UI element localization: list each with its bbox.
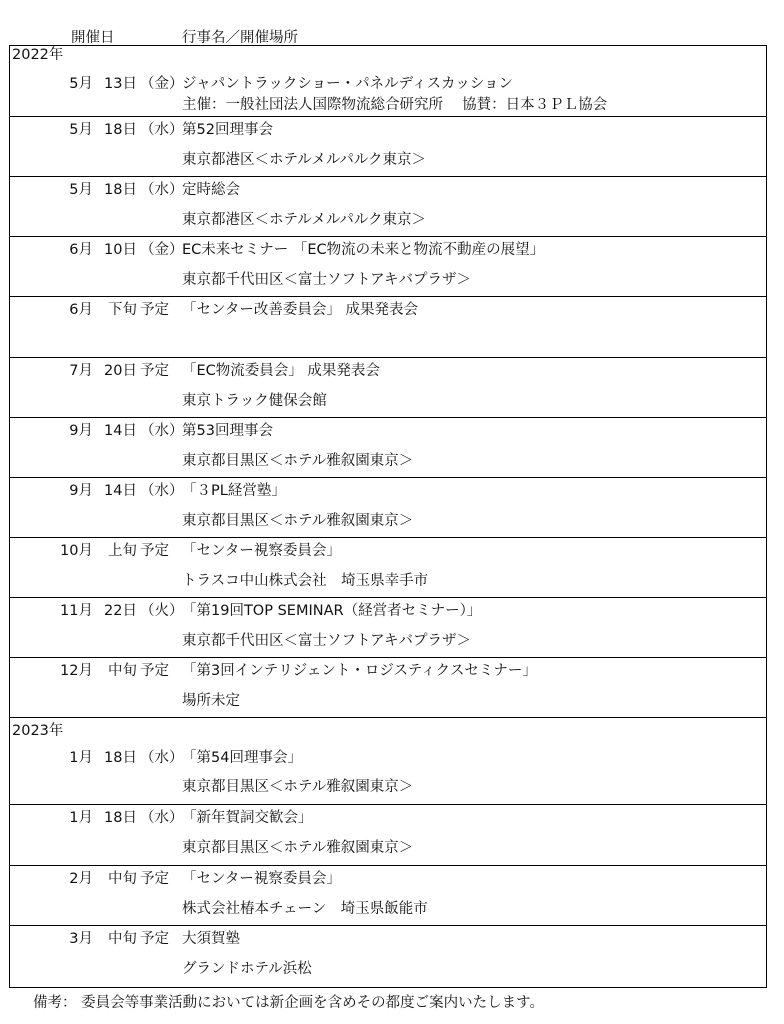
event-weekday: （水） (140, 182, 184, 198)
event-month: 5月 (69, 182, 93, 198)
header-event-column: 行事名／開催場所 (182, 30, 298, 46)
event-day: 14日 (104, 483, 137, 499)
table-row (10, 358, 766, 418)
event-weekday: （金） (140, 76, 184, 92)
event-name: 「第19回TOP SEMINAR（経営者セミナー）」 (182, 603, 482, 619)
year-label-2023: 2023年 (12, 723, 64, 739)
event-weekday: 予定 (140, 543, 169, 559)
event-weekday: （火） (140, 603, 184, 619)
event-venue: 主催：一般社団法人国際物流総合研究所 協賛：日本３ＰＬ協会 (182, 97, 608, 113)
event-name: 「センター改善委員会」 成果発表会 (182, 302, 419, 318)
event-day: 18日 (104, 810, 137, 826)
event-venue: トラスコ中山株式会社 埼玉県幸手市 (182, 573, 429, 589)
event-month: 10月 (60, 543, 93, 559)
event-venue: 東京都千代田区＜富士ソフトアキバプラザ＞ (182, 633, 471, 649)
schedule-table (9, 45, 767, 988)
table-row (10, 805, 766, 866)
event-month: 7月 (69, 363, 93, 379)
event-month: 3月 (69, 931, 93, 947)
event-name: 「第54回理事会」 (182, 750, 302, 766)
event-name: 「センター視察委員会」 (182, 543, 341, 559)
event-venue: 東京都港区＜ホテルメルパルク東京＞ (182, 212, 427, 228)
table-row (10, 177, 766, 237)
event-weekday: （水） (140, 810, 184, 826)
event-weekday: （水） (140, 423, 184, 439)
event-venue: 東京都千代田区＜富士ソフトアキバプラザ＞ (182, 272, 471, 288)
event-venue: グランドホテル浜松 (182, 961, 312, 977)
event-month: 5月 (69, 122, 93, 138)
event-venue: 株式会社椿本チェーン 埼玉県飯能市 (182, 901, 428, 917)
event-day: 13日 (104, 76, 137, 92)
event-weekday: （水） (140, 483, 184, 499)
event-day: 上旬 (108, 543, 137, 559)
table-row (10, 926, 766, 986)
event-weekday: 予定 (140, 931, 169, 947)
event-name: 第52回理事会 (182, 122, 273, 138)
event-month: 1月 (69, 810, 93, 826)
event-weekday: （水） (140, 750, 184, 766)
header-date-column: 開催日 (71, 30, 115, 46)
year-label-2022: 2022年 (12, 47, 64, 63)
event-day: 18日 (104, 182, 137, 198)
event-day: 中旬 (108, 871, 137, 887)
event-day: 18日 (104, 122, 137, 138)
table-row (10, 658, 766, 718)
event-month: 11月 (60, 603, 93, 619)
event-name: 「EC物流委員会」 成果発表会 (182, 363, 380, 379)
event-name: EC未来セミナー 「EC物流の未来と物流不動産の展望」 (182, 242, 545, 258)
event-weekday: 予定 (140, 302, 169, 318)
table-row (10, 866, 766, 926)
event-name: 「新年賀詞交歓会」 (182, 810, 313, 826)
event-day: 中旬 (108, 931, 137, 947)
event-name: 第53回理事会 (182, 423, 273, 439)
event-month: 12月 (60, 663, 93, 679)
event-weekday: （金） (140, 242, 184, 258)
event-day: 18日 (104, 750, 137, 766)
event-day: 20日 (104, 363, 137, 379)
event-name: 「第3回インテリジェント・ロジスティクスセミナー」 (182, 663, 537, 679)
event-name: 「センター視察委員会」 (182, 871, 341, 887)
event-month: 6月 (69, 302, 93, 318)
event-venue: 東京都目黒区＜ホテル雅叙園東京＞ (182, 513, 414, 529)
event-weekday: 予定 (140, 871, 169, 887)
event-day: 中旬 (108, 663, 137, 679)
table-row (10, 538, 766, 598)
event-day: 22日 (104, 603, 137, 619)
event-name: 定時総会 (182, 182, 240, 198)
event-name: 「３PL経営塾」 (182, 483, 286, 499)
table-row (10, 237, 766, 297)
event-day: 14日 (104, 423, 137, 439)
event-weekday: 予定 (140, 663, 169, 679)
event-day: 下旬 (108, 302, 137, 318)
table-row (10, 117, 766, 177)
event-month: 9月 (69, 483, 93, 499)
event-venue: 東京都目黒区＜ホテル雅叙園東京＞ (182, 779, 414, 795)
table-row (10, 478, 766, 538)
event-venue: 東京都目黒区＜ホテル雅叙園東京＞ (182, 453, 414, 469)
event-month: 9月 (69, 423, 93, 439)
event-day: 10日 (104, 242, 137, 258)
table-row (10, 297, 766, 358)
table-row (10, 718, 766, 805)
event-weekday: 予定 (140, 363, 169, 379)
event-venue: 場所未定 (182, 693, 240, 709)
event-venue: 東京都港区＜ホテルメルパルク東京＞ (182, 152, 427, 168)
event-month: 5月 (69, 76, 93, 92)
event-month: 2月 (69, 871, 93, 887)
footer-note: 備考： 委員会等事業活動においては新企画を含めその都度ご案内いたします。 (33, 995, 544, 1011)
event-venue: 東京トラック健保会館 (182, 393, 327, 409)
table-row (10, 598, 766, 658)
event-venue: 東京都目黒区＜ホテル雅叙園東京＞ (182, 840, 414, 856)
table-row (10, 418, 766, 478)
event-name: ジャパントラックショー・パネルディスカッション (182, 76, 514, 92)
event-month: 6月 (69, 242, 93, 258)
table-row (10, 46, 766, 117)
event-month: 1月 (69, 750, 93, 766)
event-name: 大須賀塾 (182, 931, 240, 947)
event-weekday: （水） (140, 122, 184, 138)
